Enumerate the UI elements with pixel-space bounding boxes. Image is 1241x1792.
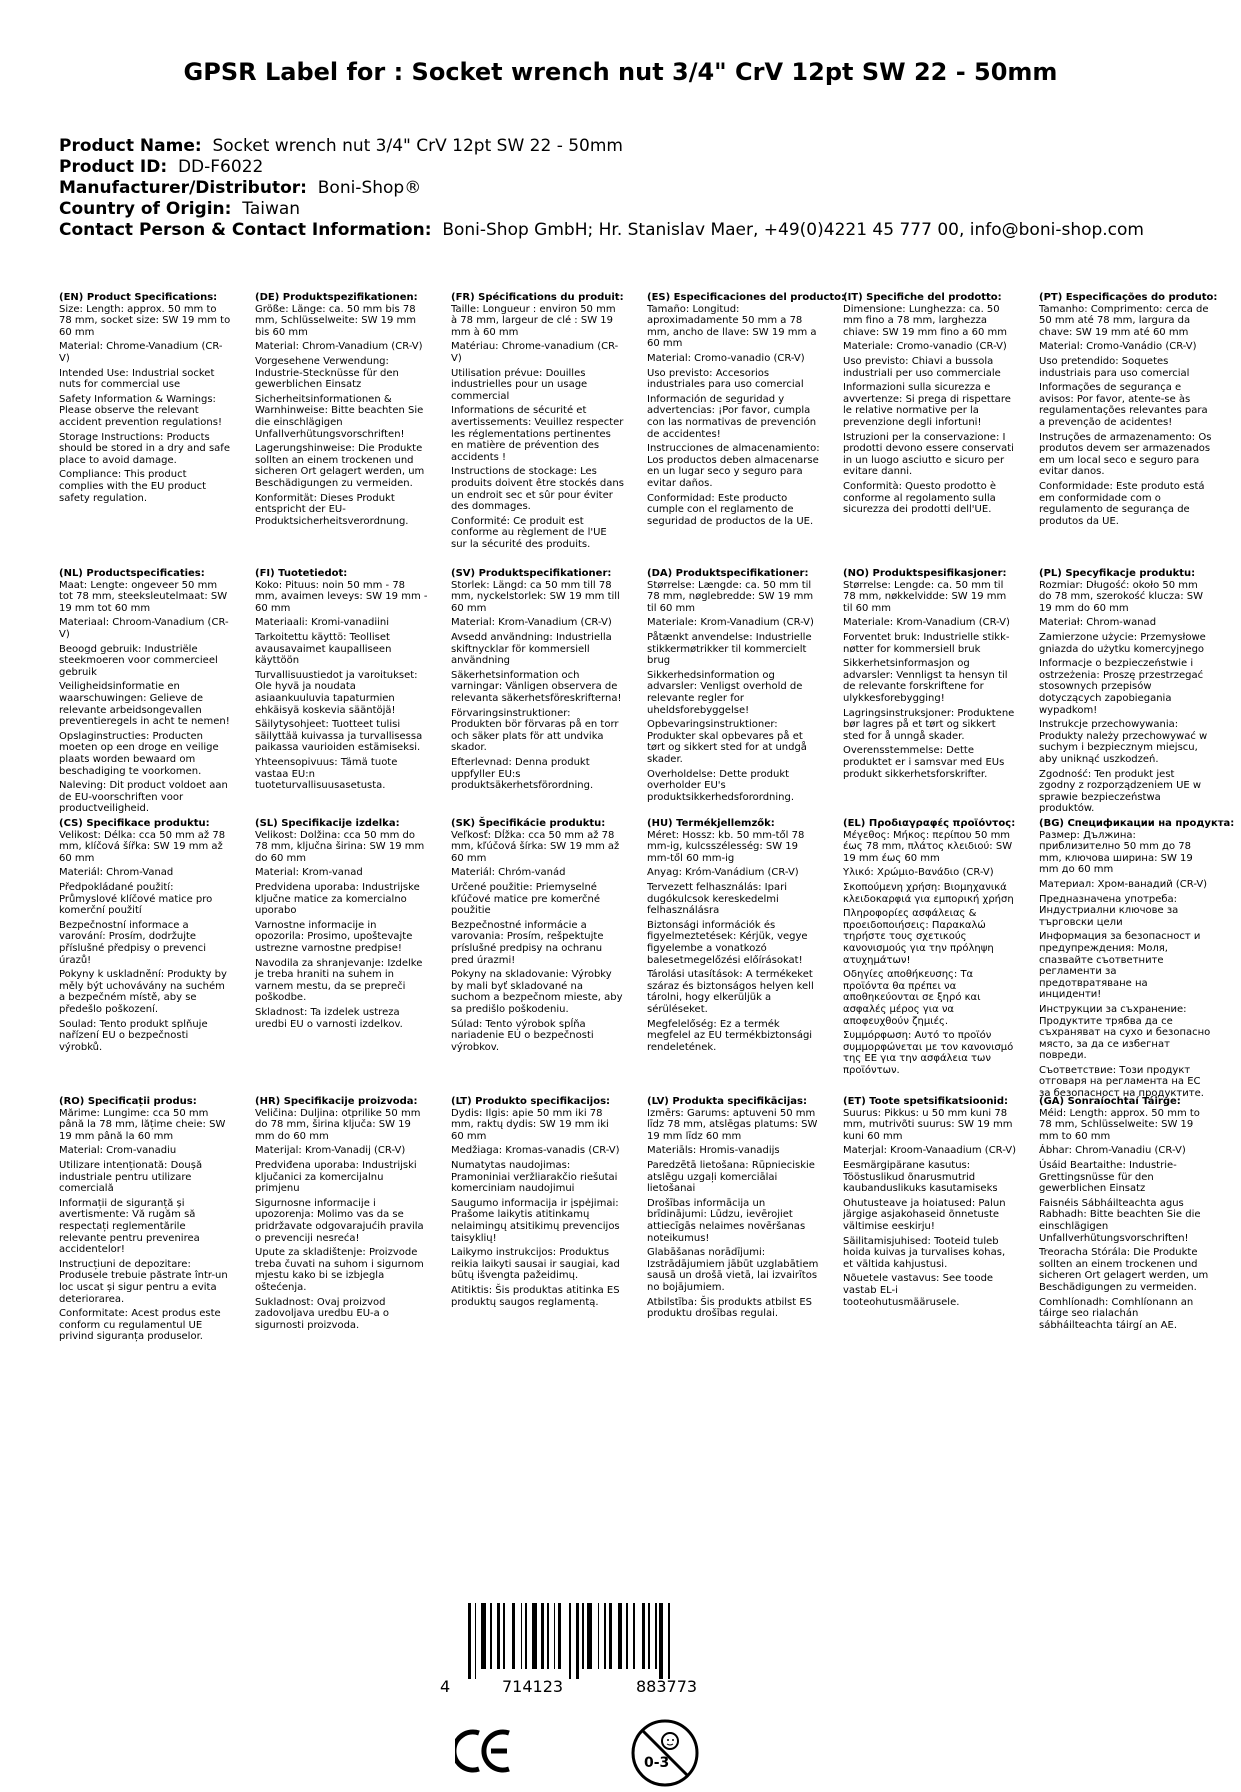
language-block <box>1039 818 1235 1103</box>
spec-paragraph: Safety Information & Warnings: Please observe the relevant accident prevention regulations! <box>59 393 222 428</box>
spec-paragraph: Sicherheitsinformationen & Warnhinweise: Bitte beachten Sie die einschlägigen Unfallverhütungsvorschriften! <box>255 393 424 440</box>
spec-paragraph: Eesmärgipärane kasutus: Tööstuslikud õnarusmutrid kaubanduslikuks kasutamiseks <box>843 1159 998 1195</box>
spec-paragraph: Skladnost: Ta izdelek ustreza uredbi EU o varnosti izdelkov. <box>255 1006 403 1030</box>
spec-paragraph: Suurus: Pikkus: u 50 mm kuni 78 mm, mutrivõti suurus: SW 19 mm kuni 60 mm <box>843 1107 1013 1142</box>
spec-paragraph: Conformité: Ce produit est conforme au règlement de l'UE sur la sécurité des produits. <box>451 515 607 550</box>
spec-paragraph: Påtænkt anvendelse: Industrielle stikkermøtrikker til kommercielt brug <box>647 631 812 667</box>
barcode-bars <box>468 1603 728 1679</box>
spec-paragraph: Forventet bruk: Industrielle stikk-nøtter for kommersiell bruk <box>843 631 1010 655</box>
spec-paragraph: Informações de segurança e avisos: Por favor, atente-se às regulamentações relevantes para a prevenção de acidentes! <box>1039 382 1208 428</box>
language-heading: (GA) Sonraíochtaí Táirge: <box>1039 1096 1181 1107</box>
age-warning-icon <box>630 1718 700 1788</box>
spec-paragraph: Conformidad: Este producto cumple con el reglamento de seguridad de productos de la UE. <box>647 492 814 527</box>
language-block <box>1039 1096 1212 1334</box>
spec-paragraph: Utilizare intenționată: Doușă industriale pentru utilizare comercială <box>59 1159 203 1195</box>
spec-paragraph: Material: Crom-vanadiu <box>59 1145 177 1157</box>
spec-paragraph: Materijal: Krom-Vanadij (CR-V) <box>255 1145 406 1157</box>
spec-paragraph: Upute za skladištenje: Proizvode treba čuvati na suhom i sigurnom mjestu kako bi se izbjegla oštećenja. <box>255 1247 424 1293</box>
spec-paragraph: Taille: Longueur : environ 50 mm à 78 mm, largeur de clé : SW 19 mm à 60 mm <box>451 303 616 338</box>
language-block <box>1039 568 1212 818</box>
language-heading: (IT) Specifiche del prodotto: <box>843 292 1002 303</box>
spec-paragraph: Размер: Дължина: приблизително 50 mm до 78 mm, ключова ширина: SW 19 mm до 60 mm <box>1039 829 1193 876</box>
language-heading: (PL) Specyfikacje produktu: <box>1039 568 1196 579</box>
spec-paragraph: Lagerungshinweise: Die Produkte sollten an einem trockenen und sicheren Ort gelagert werden, um Beschädigungen zu vermeiden. <box>255 443 425 489</box>
language-block <box>59 568 232 818</box>
spec-paragraph: Mărime: Lungime: cca 50 mm până la 78 mm, lățime cheie: SW 19 mm până la 60 mm <box>59 1107 226 1142</box>
spec-paragraph: Drošības informācija un brīdinājumi: Lūdzu, ievērojiet attiecīgās nelaimes novēršanas noteikumus! <box>647 1197 806 1244</box>
country-label: Country of Origin: <box>59 199 232 219</box>
spec-paragraph: Informații de siguranță și avertismente: Vă rugăm să respectați reglementările relevante pentru prevenirea accidentelor! <box>59 1197 200 1256</box>
barcode-bar <box>626 1603 628 1669</box>
spec-paragraph: Úsáid Beartaithe: Industrie-Grettingsnüsse für den gewerblichen Einsatz <box>1039 1159 1177 1195</box>
spec-paragraph: Tárolási utasítások: A termékeket száraz és biztonságos helyen kell tárolni, hogy elkerüljük a sérüléseket. <box>647 969 814 1015</box>
barcode-bar <box>598 1603 600 1669</box>
spec-paragraph: Zamierzone użycie: Przemysłowe gniazda do użytku komercyjnego <box>1039 631 1206 655</box>
spec-paragraph: Συμμόρφωση: Αυτό το προϊόν συμμορφώνεται με τον κανονισμό της ΕΕ για την ασφάλεια των προϊόντων. <box>843 1030 1014 1076</box>
spec-paragraph: Méid: Length: approx. 50 mm to 78 mm, Schlüsselweite: SW 19 mm to 60 mm <box>1039 1107 1200 1142</box>
product-name-value: Socket wrench nut 3/4" CrV 12pt SW 22 - 50mm <box>212 136 623 156</box>
barcode-bar <box>490 1603 492 1669</box>
language-heading: (ET) Toote spetsifikatsioonid: <box>843 1096 1009 1107</box>
spec-paragraph: Materiale: Krom-Vanadium (CR-V) <box>843 617 1010 629</box>
barcode-bar <box>532 1603 537 1669</box>
manufacturer-row <box>59 178 1144 199</box>
spec-paragraph: Koko: Pituus: noin 50 mm - 78 mm, avaimen leveys: SW 19 mm - 60 mm <box>255 579 428 614</box>
language-heading: (EN) Product Specifications: <box>59 292 218 303</box>
spec-paragraph: Materiāls: Hromis-vanadijs <box>647 1145 780 1157</box>
barcode-bar <box>618 1603 623 1669</box>
spec-paragraph: Materjal: Kroom-Vanaadium (CR-V) <box>843 1145 1016 1157</box>
language-block <box>255 568 428 795</box>
spec-paragraph: Treoracha Stórála: Die Produkte sollten an einem trockenen und sicheren Ort gelagert werden, um Beschädigungen zu vermeiden. <box>1039 1247 1209 1293</box>
barcode-bar <box>512 1603 515 1669</box>
spec-paragraph: Säilitamisjuhised: Tooteid tuleb hoida kuivas ja turvalises kohas, et vältida kahjustusi. <box>843 1235 1006 1270</box>
product-name-label: Product Name: <box>59 136 202 156</box>
spec-paragraph: Material: Cromo-Vanádio (CR-V) <box>1039 341 1197 353</box>
spec-paragraph: Atitiktis: Šis produktas atitinka ES produktų saugos reglamentą. <box>451 1284 620 1308</box>
barcode-bar <box>481 1603 486 1669</box>
barcode-bar <box>609 1603 612 1669</box>
contact-row <box>59 220 1144 241</box>
spec-paragraph: Информация за безопасност и предупреждения: Моля, спазвайте съответните регламенти за предотвратяване на инциденти! <box>1039 931 1201 1001</box>
language-heading: (EL) Προδιαγραφές προϊόντος: <box>843 818 1016 829</box>
language-block <box>59 818 232 1056</box>
spec-paragraph: Σκοπούμενη χρήση: Βιομηχανικά κλειδοκαρφιά για εμπορική χρήση <box>843 881 1014 905</box>
spec-paragraph: Comhlíonadh: Comhlíonann an táirge seo rialachán sábháilteachta táirgí an AE. <box>1039 1296 1194 1331</box>
spec-paragraph: Faisnéis Sábháilteachta agus Rabhadh: Bitte beachten Sie die einschlägigen Unfallverhütungsvorschriften! <box>1039 1197 1201 1244</box>
language-heading: (SK) Špecifikácie produktu: <box>451 818 606 829</box>
spec-paragraph: Pokyny na skladovanie: Výrobky by mali byť skladované na suchom a bezpečnom mieste, aby sa predišlo poškodeniu. <box>451 969 623 1015</box>
spec-paragraph: Съответствие: Този продукт отговаря на регламента на ЕС за безопасност на продуктите. <box>1039 1064 1204 1100</box>
product-id-value: DD-F6022 <box>177 157 264 177</box>
spec-paragraph: Zgodność: Ten produkt jest zgodny z rozporządzeniem UE w sprawie bezpieczeństwa produktów. <box>1039 768 1202 815</box>
language-heading: (LV) Produkta specifikācijas: <box>647 1096 807 1107</box>
spec-paragraph: Material: Cromo-vanadio (CR-V) <box>647 352 805 364</box>
barcode-bar <box>569 1603 571 1679</box>
barcode-bar <box>521 1603 523 1669</box>
spec-paragraph: Материал: Хром-ванадий (CR-V) <box>1039 878 1208 890</box>
spec-paragraph: Ohutusteave ja hoiatused: Palun järgige asjakohaseid õnnetuste vältimise eeskirju! <box>843 1197 1006 1232</box>
spec-paragraph: Opslaginstructies: Producten moeten op een droge en veilige plaats worden bewaard om beschadiging te voorkomen. <box>59 730 219 777</box>
language-block <box>843 1096 1016 1311</box>
spec-paragraph: Οδηγίες αποθήκευσης: Τα προϊόντα θα πρέπει να αποθηκεύονται σε ξηρό και ασφαλές μέρος για να αποφευχθούν ζημιές. <box>843 969 981 1027</box>
spec-paragraph: Nõuetele vastavus: See toode vastab EL-i tooteohutusmäärusele. <box>843 1273 994 1308</box>
spec-paragraph: Uso previsto: Chiavi a bussola industriali per uso commerciale <box>843 355 1001 379</box>
barcode-bar <box>547 1603 549 1669</box>
spec-paragraph: Storlek: Längd: ca 50 mm till 78 mm, nyckelstorlek: SW 19 mm till 60 mm <box>451 579 620 614</box>
language-heading: (HR) Specifikacije proizvoda: <box>255 1096 418 1107</box>
spec-paragraph: Material: Krom-vanad <box>255 867 363 879</box>
language-heading: (FR) Spécifications du produit: <box>451 292 624 303</box>
language-heading: (PT) Especificações do produto: <box>1039 292 1218 303</box>
spec-paragraph: Instrucțiuni de depozitare: Produsele trebuie păstrate într-un loc uscat și sigur pentru a evita deteriorarea. <box>59 1258 228 1305</box>
spec-paragraph: Dydis: Ilgis: apie 50 mm iki 78 mm, raktų dydis: SW 19 mm iki 60 mm <box>451 1107 609 1142</box>
barcode-bar <box>576 1603 579 1679</box>
spec-paragraph: Konformität: Dieses Produkt entspricht der EU-Produktsicherheitsverordnung. <box>255 492 409 527</box>
spec-paragraph: Efterlevnad: Denna produkt uppfyller EU:s produktsäkerhetsförordning. <box>451 756 594 792</box>
language-heading: (HU) Termékjellemzők: <box>647 818 775 829</box>
spec-paragraph: Säkerhetsinformation och varningar: Vänligen observera de relevanta säkerhetsföreskrifterna! <box>451 669 622 704</box>
spec-paragraph: Materiaali: Kromi-vanadiini <box>255 617 390 629</box>
spec-paragraph: Uso pretendido: Soquetes industriais para uso comercial <box>1039 355 1190 379</box>
language-block <box>451 818 624 1056</box>
country-row <box>59 199 1144 220</box>
spec-paragraph: Bezpečnostní informace a varování: Prosím, dodržujte příslušné předpisy o prevenci úrazů! <box>59 919 206 966</box>
spec-paragraph: Veličina: Duljina: otprilike 50 mm do 78 mm, širina ključa: SW 19 mm do 60 mm <box>255 1107 421 1142</box>
language-heading: (LT) Produkto specifikacijos: <box>451 1096 611 1107</box>
spec-paragraph: Dimensione: Lunghezza: ca. 50 mm fino a 78 mm, larghezza chiave: SW 19 mm fino a 60 mm <box>843 303 1007 338</box>
spec-paragraph: Bezpečnostné informácie a varovania: Prosím, rešpektujte príslušné predpisy na ochranu pred úrazmi! <box>451 919 604 966</box>
spec-paragraph: Yhteensopivuus: Tämä tuote vastaa EU:n tuoteturvallisuusasetusta. <box>255 756 398 792</box>
language-heading: (SL) Specifikacije izdelka: <box>255 818 400 829</box>
spec-paragraph: Pokyny k uskladnění: Produkty by měly být uchovávány na suchém a bezpečném místě, aby se předešlo poškození. <box>59 969 227 1015</box>
spec-paragraph: Materiale: Krom-Vanadium (CR-V) <box>647 617 814 629</box>
spec-paragraph: Beoogd gebruik: Industriële steekmoeren voor commercieel gebruik <box>59 643 218 678</box>
spec-paragraph: Størrelse: Lengde: ca. 50 mm til 78 mm, nøkkelvidde: SW 19 mm til 60 mm <box>843 579 1007 614</box>
barcode-bar <box>554 1603 556 1669</box>
spec-paragraph: Istruzioni per la conservazione: I prodotti devono essere conservati in un luogo asciutto e sicuro per evitare danni. <box>843 431 1014 478</box>
spec-paragraph: Ábhar: Chrom-Vanadiu (CR-V) <box>1039 1145 1186 1157</box>
spec-paragraph: Tamaño: Longitud: aproximadamente 50 mm a 78 mm, ancho de llave: SW 19 mm a 60 mm <box>647 303 817 350</box>
barcode-bar <box>659 1603 662 1679</box>
contact-label: Contact Person & Contact Information: <box>59 220 432 240</box>
spec-paragraph: Soulad: Tento produkt splňuje nařízení EU o bezpečnosti výrobků. <box>59 1018 208 1053</box>
spec-paragraph: Medžiaga: Kromas-vanadis (CR-V) <box>451 1145 620 1157</box>
language-block <box>451 292 624 553</box>
spec-paragraph: Paredzētā lietošana: Rūpnieciskie atslēgu uzgaļi komerciālai lietošanai <box>647 1159 815 1195</box>
spec-paragraph: Compliance: This product complies with the EU product safety regulation. <box>59 469 207 504</box>
language-block <box>59 1096 232 1346</box>
language-heading: (RO) Specificații produs: <box>59 1096 197 1107</box>
product-info <box>59 136 1144 241</box>
language-block <box>255 818 428 1033</box>
spec-paragraph: Predviđena uporaba: Industrijski ključanici za komercijalnu primjenu <box>255 1159 417 1195</box>
barcode-bar <box>668 1603 670 1679</box>
language-heading: (DA) Produktspecifikationer: <box>647 568 809 579</box>
spec-paragraph: Súlad: Tento výrobok spĺňa nariadenie EÚ o bezpečnosti výrobkov. <box>451 1018 594 1053</box>
barcode-bar <box>655 1603 657 1669</box>
spec-paragraph: Lagringsinstruksjoner: Produktene bør lagres på et tørt og sikkert sted for å unngå skader. <box>843 707 1015 742</box>
spec-paragraph: Biztonsági információk és figyelmeztetések: Kérjük, vegye figyelembe a vonatkozó balesetmegelőzési előírásokat! <box>647 919 808 966</box>
language-block <box>843 292 1016 519</box>
spec-paragraph: Predvidena uporaba: Industrijske ključne matice za komercialno uporabo <box>255 881 420 917</box>
spec-paragraph: Información de seguridad y advertencias: ¡Por favor, cumpla con las normativas de prevención de accidentes! <box>647 393 817 440</box>
barcode-bar <box>475 1603 477 1679</box>
spec-paragraph: Sigurnosne informacije i upozorenja: Molimo vas da se pridržavate odgovarajućih pravila o prevenciji nesreća! <box>255 1197 424 1244</box>
spec-paragraph: Glabāšanas norādījumi: Izstrādājumiem jābūt uzglabātiem sausā un drošā vietā, lai izvairītos no bojājumiem. <box>647 1247 819 1293</box>
barcode-bar <box>541 1603 544 1669</box>
spec-paragraph: Materiál: Chrom-Vanad <box>59 867 174 879</box>
spec-paragraph: Laikymo instrukcijos: Produktus reikia laikyti sausai ir saugiai, kad būtų išvengta pažeidimų. <box>451 1247 620 1282</box>
spec-paragraph: Informazioni sulla sicurezza e avvertenze: Si prega di rispettare le relative normative per la prevenzione degli infortuni! <box>843 382 1011 428</box>
ce-mark-icon <box>455 1728 513 1774</box>
language-block <box>255 1096 428 1334</box>
spec-paragraph: Størrelse: Længde: ca. 50 mm til 78 mm, nøglebredde: SW 19 mm til 60 mm <box>647 579 814 614</box>
spec-paragraph: Matériau: Chrome-vanadium (CR-V) <box>451 341 619 364</box>
spec-paragraph: Intended Use: Industrial socket nuts for commercial use <box>59 367 215 391</box>
spec-paragraph: Förvaringsinstruktioner: Produkten bör förvaras på en torr och säker plats för att undvika skador. <box>451 707 619 754</box>
language-heading: (ES) Especificaciones del producto: <box>647 292 846 303</box>
spec-paragraph: Μέγεθος: Μήκος: περίπου 50 mm έως 78 mm, πλάτος κλειδιού: SW 19 mm έως 60 mm <box>843 829 1013 864</box>
spec-paragraph: Sukladnost: Ovaj proizvod zadovoljava uredbu EU-a o sigurnosti proizvoda. <box>255 1296 390 1331</box>
language-block <box>647 1096 820 1323</box>
spec-paragraph: Tamanho: Comprimento: cerca de 50 mm até 78 mm, largura da chave: SW 19 mm até 60 mm <box>1039 303 1209 338</box>
spec-paragraph: Velikost: Dolžina: cca 50 mm do 78 mm, ključna širina: SW 19 mm do 60 mm <box>255 829 425 864</box>
spec-paragraph: Materiale: Cromo-vanadio (CR-V) <box>843 341 1007 353</box>
spec-paragraph: Conformidade: Este produto está em conformidade com o regulamento de segurança de produtos da UE. <box>1039 480 1205 527</box>
barcode <box>440 1603 745 1703</box>
spec-paragraph: Materiaal: Chroom-Vanadium (CR-V) <box>59 617 229 640</box>
language-heading: (SV) Produktspecifikationer: <box>451 568 612 579</box>
spec-paragraph: Avsedd användning: Industriella skiftnycklar för kommersiell användning <box>451 631 612 667</box>
spec-paragraph: Size: Length: approx. 50 mm to 78 mm, socket size: SW 19 mm to 60 mm <box>59 303 231 338</box>
spec-paragraph: Υλικό: Χρώμιο-Βανάδιο (CR-V) <box>843 867 994 879</box>
barcode-digits-right: 883773 <box>636 1677 698 1696</box>
barcode-bar <box>582 1603 584 1669</box>
spec-paragraph: Storage Instructions: Products should be stored in a dry and safe place to avoid damage. <box>59 431 230 466</box>
spec-paragraph: Material: Chrom-Vanadium (CR-V) <box>255 341 423 353</box>
spec-paragraph: Informacje o bezpieczeństwie i ostrzeżenia: Proszę przestrzegać stosownych przepisów dotyczących zapobiegania wypadkom! <box>1039 658 1204 716</box>
barcode-bar <box>604 1603 606 1669</box>
barcode-bar <box>497 1603 500 1669</box>
spec-paragraph: Megfelelőség: Ez a termék megfelel az EU termékbiztonsági rendeletének. <box>647 1018 813 1053</box>
spec-paragraph: Uso previsto: Accesorios industriales para uso comercial <box>647 367 804 391</box>
spec-paragraph: Sikkerhetsinformasjon og advarsler: Vennligst ta hensyn til de relevante forskriftene for ulykkesforebygging! <box>843 658 1008 704</box>
barcode-digits-mid: 714123 <box>502 1677 564 1696</box>
spec-paragraph: Tarkoitettu käyttö: Teolliset avausavaimet kaupalliseen käyttöön <box>255 631 392 667</box>
product-id-row <box>59 157 1144 178</box>
spec-paragraph: Varnostne informacije in opozorila: Prosimo, upoštevajte ustrezne varnostne predpise! <box>255 919 413 954</box>
language-block <box>1039 292 1218 530</box>
country-value: Taiwan <box>242 199 301 219</box>
spec-paragraph: Instrukcje przechowywania: Produkty należy przechowywać w suchym i bezpiecznym miejscu, aby uniknąć uszkodzeń. <box>1039 719 1208 765</box>
spec-paragraph: Overholdelse: Dette produkt overholder EU's produktsikkerhedsforordning. <box>647 768 795 803</box>
spec-paragraph: Предназначена употреба: Индустриални ключове за търговски цели <box>1039 893 1179 928</box>
language-block <box>59 292 232 507</box>
language-block <box>451 1096 624 1311</box>
spec-paragraph: Naleving: Dit product voldoet aan de EU-voorschriften voor productveiligheid. <box>59 780 228 815</box>
contact-value: Boni-Shop GmbH; Hr. Stanislav Maer, +49(0)4221 45 777 00, info@boni-shop.com <box>442 220 1144 240</box>
barcode-bar <box>648 1603 650 1669</box>
spec-paragraph: Předpokládané použití: Průmyslové klíčové matice pro komerční použití <box>59 881 213 917</box>
spec-paragraph: Informations de sécurité et avertissements: Veuillez respecter les réglementations pertinentes en matière de prévention des accidents ! <box>451 405 624 463</box>
barcode-bar <box>642 1603 645 1669</box>
spec-paragraph: Instrucciones de almacenamiento: Los productos deben almacenarse en un lugar seco y seguro para evitar daños. <box>647 443 820 489</box>
barcode-bar <box>525 1603 527 1669</box>
spec-paragraph: Veiligheidsinformatie en waarschuwingen: Gelieve de relevante arbeidsongevallen preventieregels in acht te nemen! <box>59 681 230 728</box>
spec-paragraph: Utilisation prévue: Douilles industrielles pour un usage commercial <box>451 367 588 402</box>
spec-paragraph: Vorgesehene Verwendung: Industrie-Stecknüsse für den gewerblichen Einsatz <box>255 355 399 391</box>
language-heading: (NL) Productspecificaties: <box>59 568 205 579</box>
manufacturer-label: Manufacturer/Distributor: <box>59 178 307 198</box>
language-block <box>647 818 820 1056</box>
product-id-label: Product ID: <box>59 157 168 177</box>
age-label: 0-3 <box>644 1755 670 1771</box>
spec-paragraph: Velikost: Délka: cca 50 mm až 78 mm, klíčová šířka: SW 19 mm až 60 mm <box>59 829 226 864</box>
language-heading: (NO) Produktspesifikasjoner: <box>843 568 1007 579</box>
spec-paragraph: Veľkosť: Dĺžka: cca 50 mm až 78 mm, kľúčová šírka: SW 19 mm až 60 mm <box>451 829 620 864</box>
spec-paragraph: Größe: Länge: ca. 50 mm bis 78 mm, Schlüsselweite: SW 19 mm bis 60 mm <box>255 303 417 338</box>
spec-paragraph: Sikkerhedsinformation og advarsler: Venligst overhold de relevante regler for uheldsforebyggelse! <box>647 669 803 716</box>
spec-paragraph: Numatytas naudojimas: Pramoniniai veržliarakčio riešutai komerciniam naudojimui <box>451 1159 618 1195</box>
spec-paragraph: Rozmiar: Długość: około 50 mm do 78 mm, szerokość klucza: SW 19 mm do 60 mm <box>1039 579 1204 614</box>
language-block <box>843 818 1016 1079</box>
spec-paragraph: Určené použitie: Priemyselné kľúčové matice pre komerčné použitie <box>451 881 601 917</box>
language-block <box>647 292 846 530</box>
language-block <box>843 568 1016 783</box>
barcode-digits-left: 4 <box>440 1677 451 1696</box>
spec-paragraph: Πληροφορίες ασφάλειας & προειδοποιήσεις: Παρακαλώ τηρήστε τους σχετικούς κανονισμούς για την πρόληψη ατυχημάτων! <box>843 908 994 966</box>
product-name-row <box>59 136 1144 157</box>
spec-paragraph: Overensstemmelse: Dette produktet er i samsvar med EUs produkt sikkerhetsforskrifter. <box>843 745 1005 780</box>
spec-paragraph: Turvallisuustiedot ja varoitukset: Ole hyvä ja noudata asiaankuuluvia tapaturmien ehkäisyä koskevia sääntöjä! <box>255 669 418 716</box>
language-heading: (FI) Tuotetiedot: <box>255 568 348 579</box>
spec-paragraph: Instruções de armazenamento: Os produtos devem ser armazenados em um local seco e seguro para evitar danos. <box>1039 431 1212 478</box>
language-block <box>255 292 428 530</box>
spec-paragraph: Méret: Hossz: kb. 50 mm-től 78 mm-ig, kulcsszélesség: SW 19 mm-től 60 mm-ig <box>647 829 805 864</box>
language-block <box>647 568 820 806</box>
spec-paragraph: Saugumo informacija ir įspėjimai: Prašome laikytis atitinkamų nelaimingų atsitikimų prevencijos taisyklių! <box>451 1197 620 1244</box>
spec-paragraph: Navodila za shranjevanje: Izdelke je treba hraniti na suhem in varnem mestu, da se prepreči poškodbe. <box>255 957 423 1004</box>
barcode-bar <box>558 1603 561 1669</box>
spec-paragraph: Opbevaringsinstruktioner: Produkter skal opbevares på et tørt og sikkert sted for at undgå skader. <box>647 719 807 765</box>
language-block <box>451 568 624 795</box>
spec-paragraph: Instructions de stockage: Les produits doivent être stockés dans un endroit sec et sûr pour éviter des dommages. <box>451 466 624 513</box>
spec-paragraph: Material: Krom-Vanadium (CR-V) <box>451 617 612 629</box>
barcode-bar <box>503 1603 505 1669</box>
language-heading: (DE) Produktspezifikationen: <box>255 292 418 303</box>
spec-paragraph: Atbilstība: Šis produkts atbilst ES produktu drošības regulai. <box>647 1296 813 1320</box>
manufacturer-value: Boni-Shop® <box>317 178 422 198</box>
page-title: GPSR Label for : Socket wrench nut 3/4" CrV 12pt SW 22 - 50mm <box>183 58 1058 86</box>
spec-paragraph: Materiál: Chróm-vanád <box>451 867 566 879</box>
spec-paragraph: Tervezett felhasználás: Ipari dugókulcsok kereskedelmi felhasználásra <box>647 881 787 917</box>
spec-paragraph: Izmērs: Garums: aptuveni 50 mm līdz 78 mm, atslēgas platums: SW 19 mm līdz 60 mm <box>647 1107 818 1142</box>
language-heading: (CS) Specifikace produktu: <box>59 818 210 829</box>
language-heading: (BG) Спецификации на продукта: <box>1039 818 1235 829</box>
spec-paragraph: Anyag: Króm-Vanádium (CR-V) <box>647 867 799 879</box>
spec-paragraph: Material: Chrome-Vanadium (CR-V) <box>59 341 223 364</box>
spec-paragraph: Conformitate: Acest produs este conform cu regulamentul UE privind siguranța produselor. <box>59 1308 221 1343</box>
spec-paragraph: Materiał: Chrom-wanad <box>1039 617 1157 629</box>
spec-paragraph: Maat: Lengte: ongeveer 50 mm tot 78 mm, steeksleutelmaat: SW 19 mm tot 60 mm <box>59 579 228 614</box>
barcode-bar <box>633 1603 635 1669</box>
barcode-bar <box>468 1603 471 1679</box>
spec-paragraph: Conformità: Questo prodotto è conforme al regolamento sulla sicurezza dei prodotti dell'UE. <box>843 480 997 516</box>
barcode-bar <box>587 1603 592 1669</box>
spec-paragraph: Инструкции за съхранение: Продуктите трябва да се съхраняват на сухо и безопасно място, за да се избегнат повреди. <box>1039 1003 1211 1062</box>
spec-paragraph: Säilytysohjeet: Tuotteet tulisi säilyttää kuivassa ja turvallisessa paikassa vaurioiden estämiseksi. <box>255 719 423 754</box>
